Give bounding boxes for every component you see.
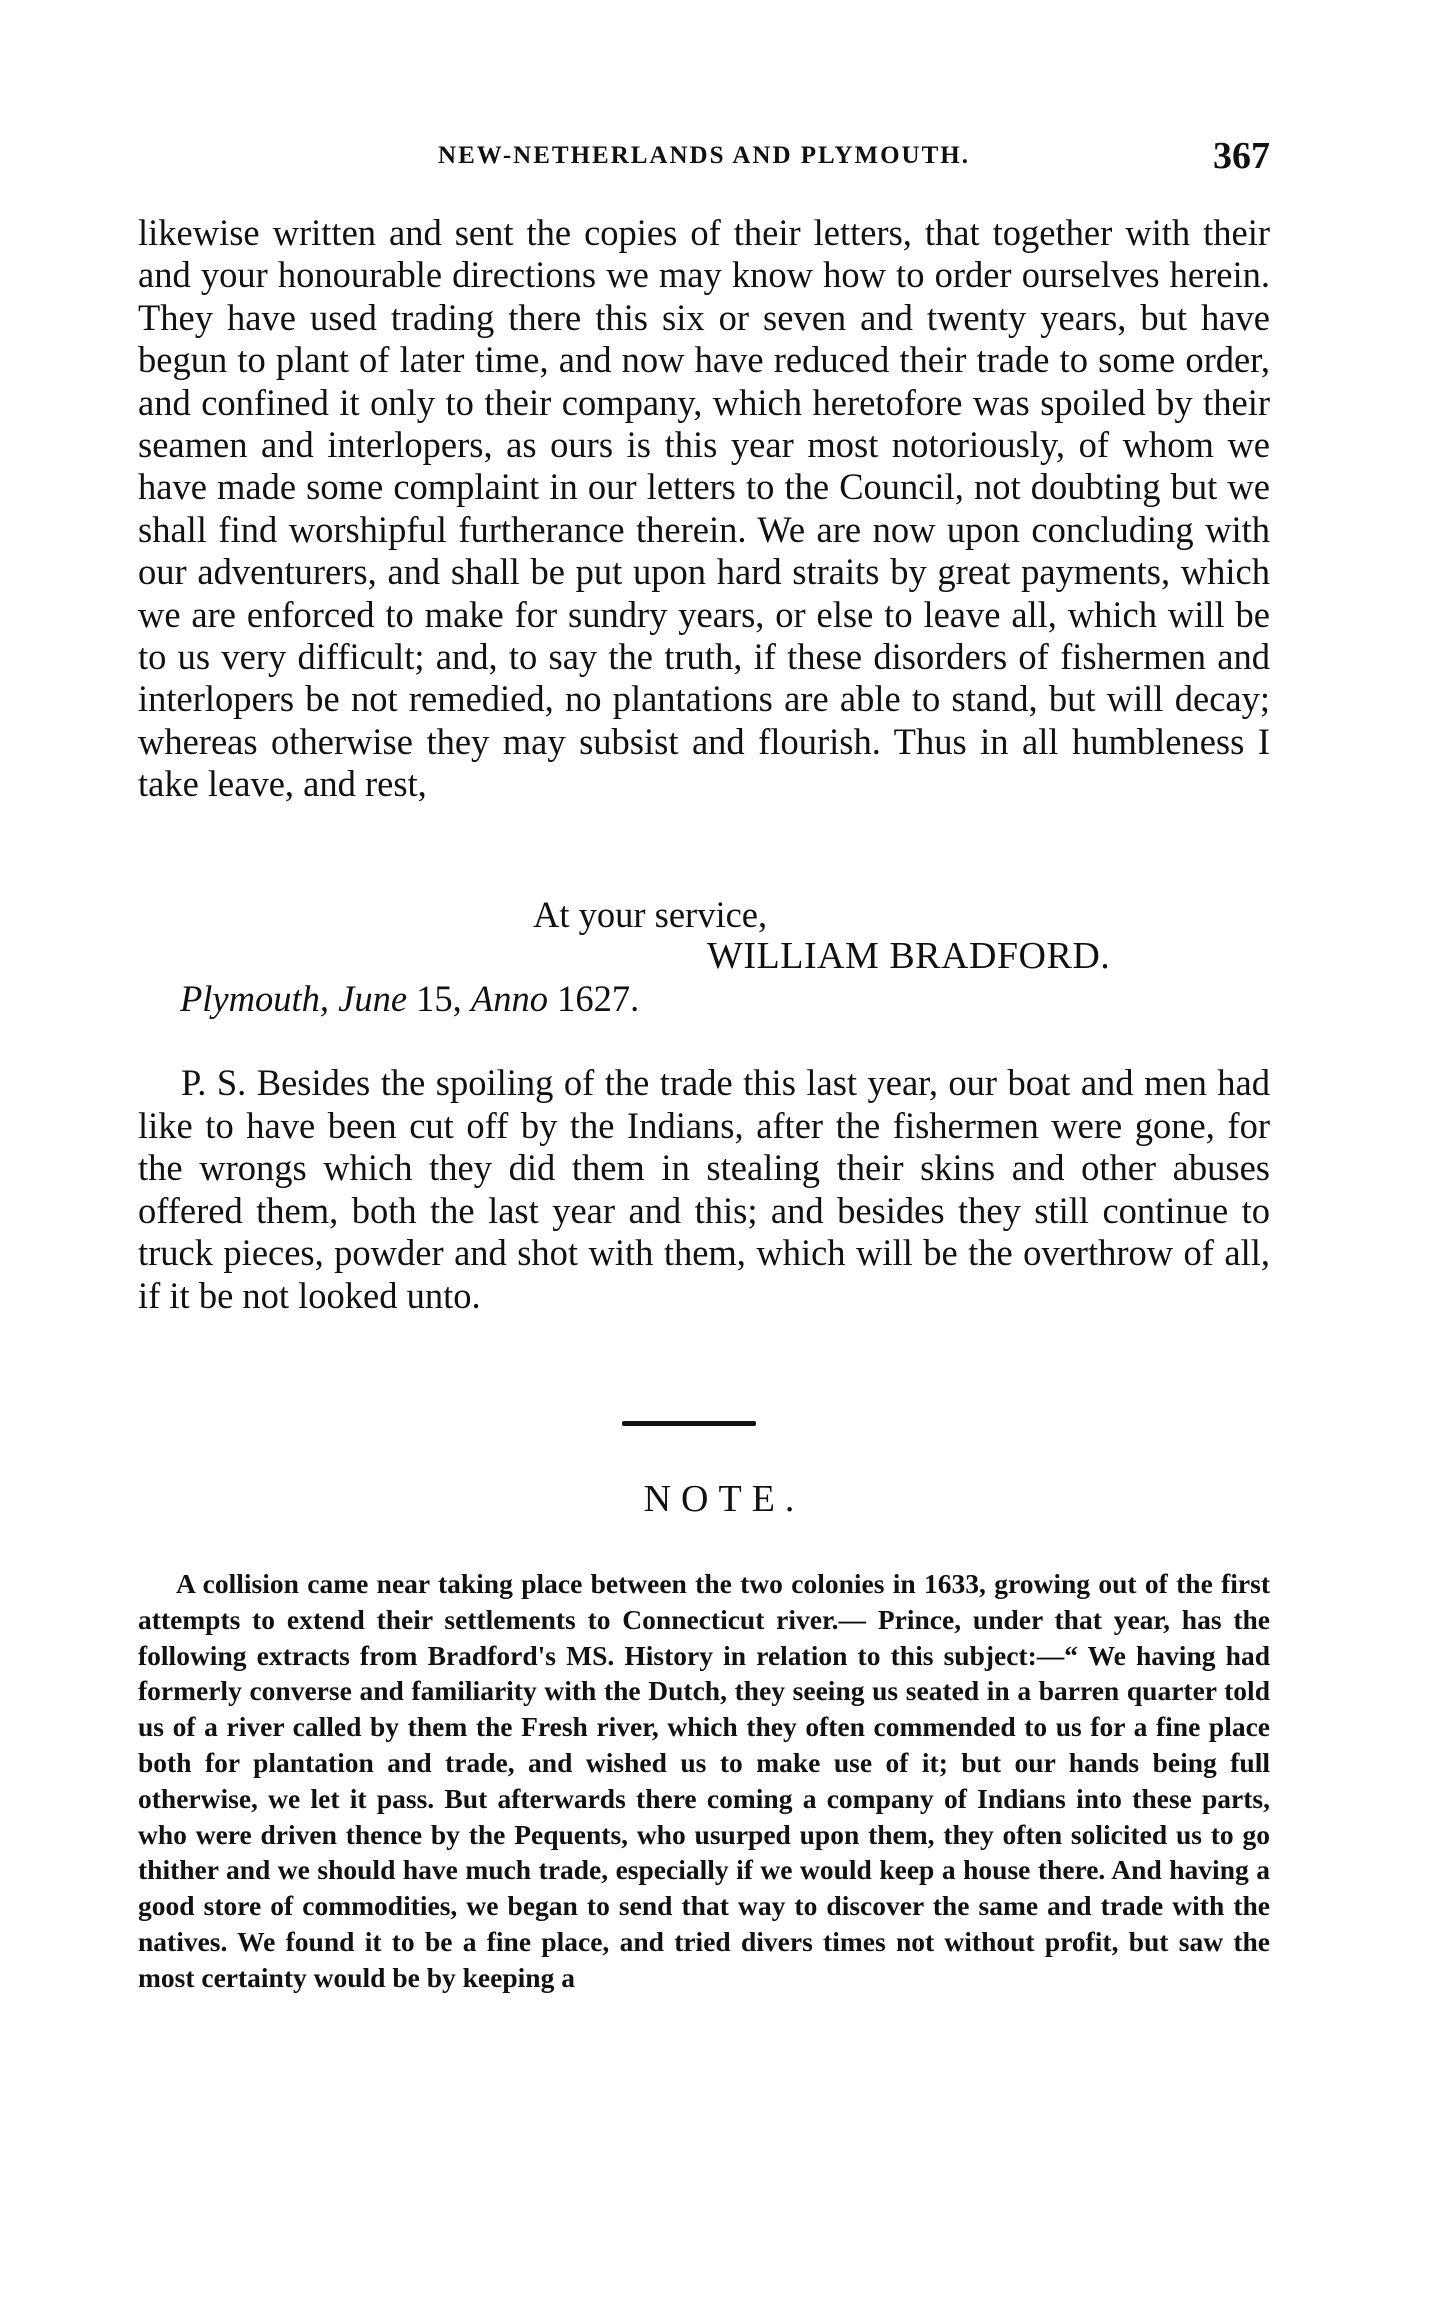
dateline-day: 15, xyxy=(416,978,462,1019)
running-title: NEW-NETHERLANDS AND PLYMOUTH. xyxy=(438,142,970,169)
letter-dateline xyxy=(180,977,639,1020)
dateline-place: Plymouth, xyxy=(180,978,330,1019)
running-head xyxy=(138,135,1270,182)
note-heading: NOTE. xyxy=(643,1478,805,1520)
postscript: P. S. Besides the spoiling of the trade this last year, our boat and men had like to have been cut off by the Indians, after the fishermen were gone, for the wrongs which they did them in stealing their skins and other abuses offered them, both the last year and this; and besides they still continue to truck pieces, powder and shot with them, which will be the overthrow of all, if it be not looked unto. xyxy=(138,1062,1270,1316)
letter-closing: At your service, xyxy=(533,894,768,935)
dateline-month: June xyxy=(338,978,408,1019)
letter-signature: WILLIAM BRADFORD. xyxy=(707,935,1111,977)
letter-body: likewise written and sent the copies of their letters, that together with their and your honourable directions we may know how to order ourselves herein. They have used trading there this six or seven and twenty years, but have begun to plant of later time, and now have reduced their trade to some order, and confined it only to their company, which heretofore was spoiled by their seamen and interlopers, as ours is this year most notoriously, of whom we have made some complaint in our letters to the Council, not doubting but we shall find worshipful furtherance therein. We are now upon concluding with our adventurers, and shall be put upon hard straits by great payments, which we are enforced to make for sundry years, or else to leave all, which will be to us very difficult; and, to say the truth, if these disorders of fishermen and interlopers be not remedied, no plantations are able to stand, but will decay; whereas otherwise they may subsist and flourish. Thus in all humbleness I take leave, and rest, xyxy=(138,212,1270,805)
dateline-anno: Anno xyxy=(470,978,548,1019)
note-text: A collision came near taking place between the two colonies in 1633, growing out of the first attempts to extend their settlements to Connecticut river.— Prince, under that year, has the following extracts from Bradford's MS. History in relation to this subject:—“ We having had formerly converse and familiarity with the Dutch, they seeing us seated in a barren quarter told us of a river called by them the Fresh river, which they often commended to us for a fine place both for plantation and trade, and wished us to make use of it; but our hands being full otherwise, we let it pass. But afterwards there coming a company of Indians into these parts, who were driven thence by the Pequents, who usurped upon them, they often solicited us to go thither and we should have much trade, especially if we would keep a house there. And having a good store of commodities, we began to send that way to discover the same and trade with the natives. We found it to be a fine place, and tried divers times not without profit, but saw the most certainty would be by keeping a xyxy=(138,1568,1270,1993)
page-number: 367 xyxy=(1213,135,1270,177)
section-divider xyxy=(622,1421,756,1426)
dateline-year: 1627. xyxy=(557,978,640,1019)
